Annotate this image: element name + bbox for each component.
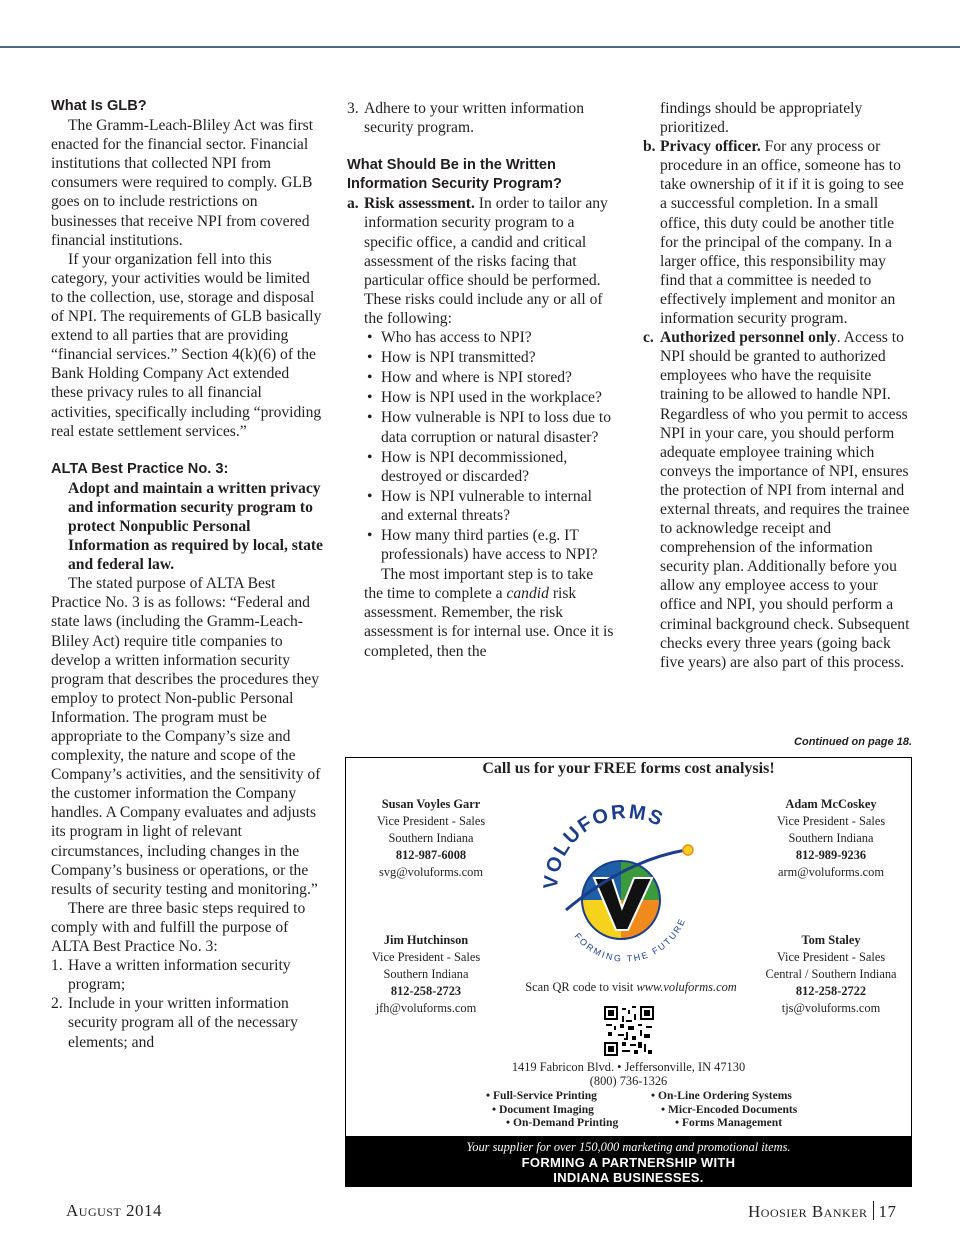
toll-free-phone: (800) 736-1326 <box>589 1074 668 1088</box>
services-left: • Full-Service Printing • Document Imaging • On-Demand Printing <box>486 1089 619 1129</box>
page-number: 17 <box>878 1202 897 1221</box>
paragraph: The stated purpose of ALTA Best Practice No. 3 is as follows: “Federal and state laws (including the Gramm-Leach-Bliley Act) require title companies to develop a written information security program that describes the procedures they employ to protect Non-public Personal Information. The program must be appropriate to the Company’s size and complexity, the nature and scope of the Company’s activities, and the sensitivity of the customer information the Company handles. A Company evaluates and adjusts its program in light of relevant circumstances, including changes in the Company’s business or operations, or the results of security testing and monitoring.” <box>51 575 321 898</box>
ad-footer-band <box>346 1136 911 1186</box>
footer-divider <box>873 1201 874 1220</box>
list-item: • How vulnerable is NPI to loss due to data corruption or natural disaster? <box>347 408 615 446</box>
paragraph: The Gramm-Leach-Bliley Act was first enacted for the financial sector. Financial institutions that collected NPI from consumers were required to comply. GLB goes on to include restrictions on businesses that receive NPI from covered financial institutions. <box>51 117 314 249</box>
qr-code[interactable] <box>604 1006 654 1056</box>
logo-star <box>683 845 693 855</box>
logo-wordmark: VOLUFORMS <box>539 800 668 890</box>
publication-name: Hoosier Banker <box>748 1202 868 1221</box>
list-item: • How is NPI used in the workplace? <box>347 388 615 407</box>
contact-card: Jim Hutchinson Vice President - Sales Southern Indiana 812-258-2723 jfh@voluforms.com <box>346 932 506 1017</box>
email-link[interactable]: tjs@voluforms.com <box>781 1001 881 1015</box>
website-link[interactable]: www.voluforms.com <box>636 980 737 994</box>
voluforms-ad <box>345 757 912 1187</box>
list-item: 2. Include in your written information security program all of the necessary elements; and <box>51 995 298 1051</box>
services-right: • On-Line Ordering Systems • Micr-Encoded Documents • Forms Management <box>651 1089 798 1129</box>
publication-footer <box>748 1201 897 1222</box>
partnership-line-1: FORMING A PARTNERSHIP WITH <box>521 1155 736 1170</box>
qr-caption: Scan QR code to visit www.voluforms.com <box>525 980 737 994</box>
paragraph: The most important step is to take the time to complete a candid risk assessment. Remember, the risk assessment is for internal use. Once it is completed, then the <box>364 566 614 660</box>
partnership-line-2: INDIANA BUSINESSES. <box>553 1170 704 1185</box>
item-authorized-personnel: c. Authorized personnel only. Access to NPI should be granted to authorized employees who have the requisite training to be allowed to handle NPI. Regardless of who you permit to access NPI in your care, you should perform adequate employee training which conveys the importance of NPI, ensures the protection of NPI from internal and external threats, and requires the trainee to acknowledge receipt and comprehension of the information security plan. Additionally before you allow any employee access to your office and NPI, you should perform a criminal background check. Subsequent checks every three years (going back five years) are also part of this process. <box>643 329 910 671</box>
heading-best-practice: ALTA Best Practice No. 3: <box>51 460 229 477</box>
logo-tagline: FORMING THE FUTURE <box>572 915 688 964</box>
supplier-tagline: Your supplier for over 150,000 marketing and promotional items. <box>466 1140 791 1154</box>
email-link[interactable]: arm@voluforms.com <box>777 865 885 879</box>
item-privacy-officer: b. Privacy officer. For any process or procedure in an office, someone has to take ownership of it if it is going to see a successful completion. In a small office, this duty could be another title for the principal of the company. In a larger office, this responsibility may find that a committee is needed to effectively implement and monitor an information security program. <box>643 138 904 328</box>
paragraph: There are three basic steps required to comply with and fulfill the purpose of ALTA Best Practice No. 3: <box>51 899 306 956</box>
list-item: • How is NPI decommissioned, destroyed or discarded? <box>347 448 615 486</box>
paragraph: findings should be appropriately prioritized. <box>660 100 863 137</box>
best-practice-title: Adopt and maintain a written privacy and information security program to protect Nonpublic Personal Information as required by local, state and federal law. <box>68 479 323 574</box>
risk-questions-list <box>347 328 615 564</box>
email-link[interactable]: jfh@voluforms.com <box>375 1001 477 1015</box>
contact-card: Susan Voyles Garr Vice President - Sales Southern Indiana 812-987-6008 svg@voluforms.com <box>351 796 511 881</box>
issue-date: August 2014 <box>66 1201 163 1220</box>
steps-list-cont <box>347 99 615 137</box>
list-item: • How and where is NPI stored? <box>347 368 615 387</box>
voluforms-logo <box>536 790 711 968</box>
heading-what-is-glb: What Is GLB? <box>51 98 147 114</box>
list-item: • Who has access to NPI? <box>347 328 615 347</box>
address-block <box>346 1060 911 1088</box>
top-rule <box>0 46 960 48</box>
list-item: • How many third parties (e.g. IT professionals) have access to NPI? <box>347 526 615 564</box>
contact-card: Adam McCoskey Vice President - Sales Southern Indiana 812-989-9236 arm@voluforms.com <box>751 796 911 881</box>
list-item: 3. Adhere to your written information security program. <box>347 100 584 137</box>
list-item: • How is NPI transmitted? <box>347 348 615 367</box>
list-item: • How is NPI vulnerable to internal and external threats? <box>347 487 615 525</box>
column-1 <box>51 97 323 1052</box>
paragraph: If your organization fell into this category, your activities would be limited to the collection, use, storage and disposal of NPI. The requirements of GLB basically extend to all parties that are providing “financial services.” Section 4(k)(6) of the Bank Holding Company Act extended these privacy rules to all financial activities, specifically including “providing real estate settlement services.” <box>51 250 322 440</box>
ad-headline: Call us for your FREE forms cost analysis! <box>482 760 775 777</box>
continued-note: Continued on page 18. <box>794 736 912 748</box>
contact-card: Tom Staley Vice President - Sales Central / Southern Indiana 812-258-2722 tjs@voluforms.com <box>751 932 911 1017</box>
heading-written-program: What Should Be in the Written Information Security Program? <box>347 157 562 193</box>
column-2 <box>347 99 615 661</box>
list-item: 1. Have a written information security program; <box>51 957 291 994</box>
column-3 <box>643 99 913 672</box>
item-risk-assessment: a. Risk assessment. In order to tailor any information security program to a specific office, a candid and critical assessment of the risks facing that particular office should be performed. These risks could include any or all of the following: <box>347 195 608 327</box>
email-link[interactable]: svg@voluforms.com <box>379 865 483 879</box>
street-address: 1419 Fabricon Blvd. • Jeffersonville, IN 47130 <box>511 1060 746 1074</box>
steps-list <box>51 956 323 1051</box>
